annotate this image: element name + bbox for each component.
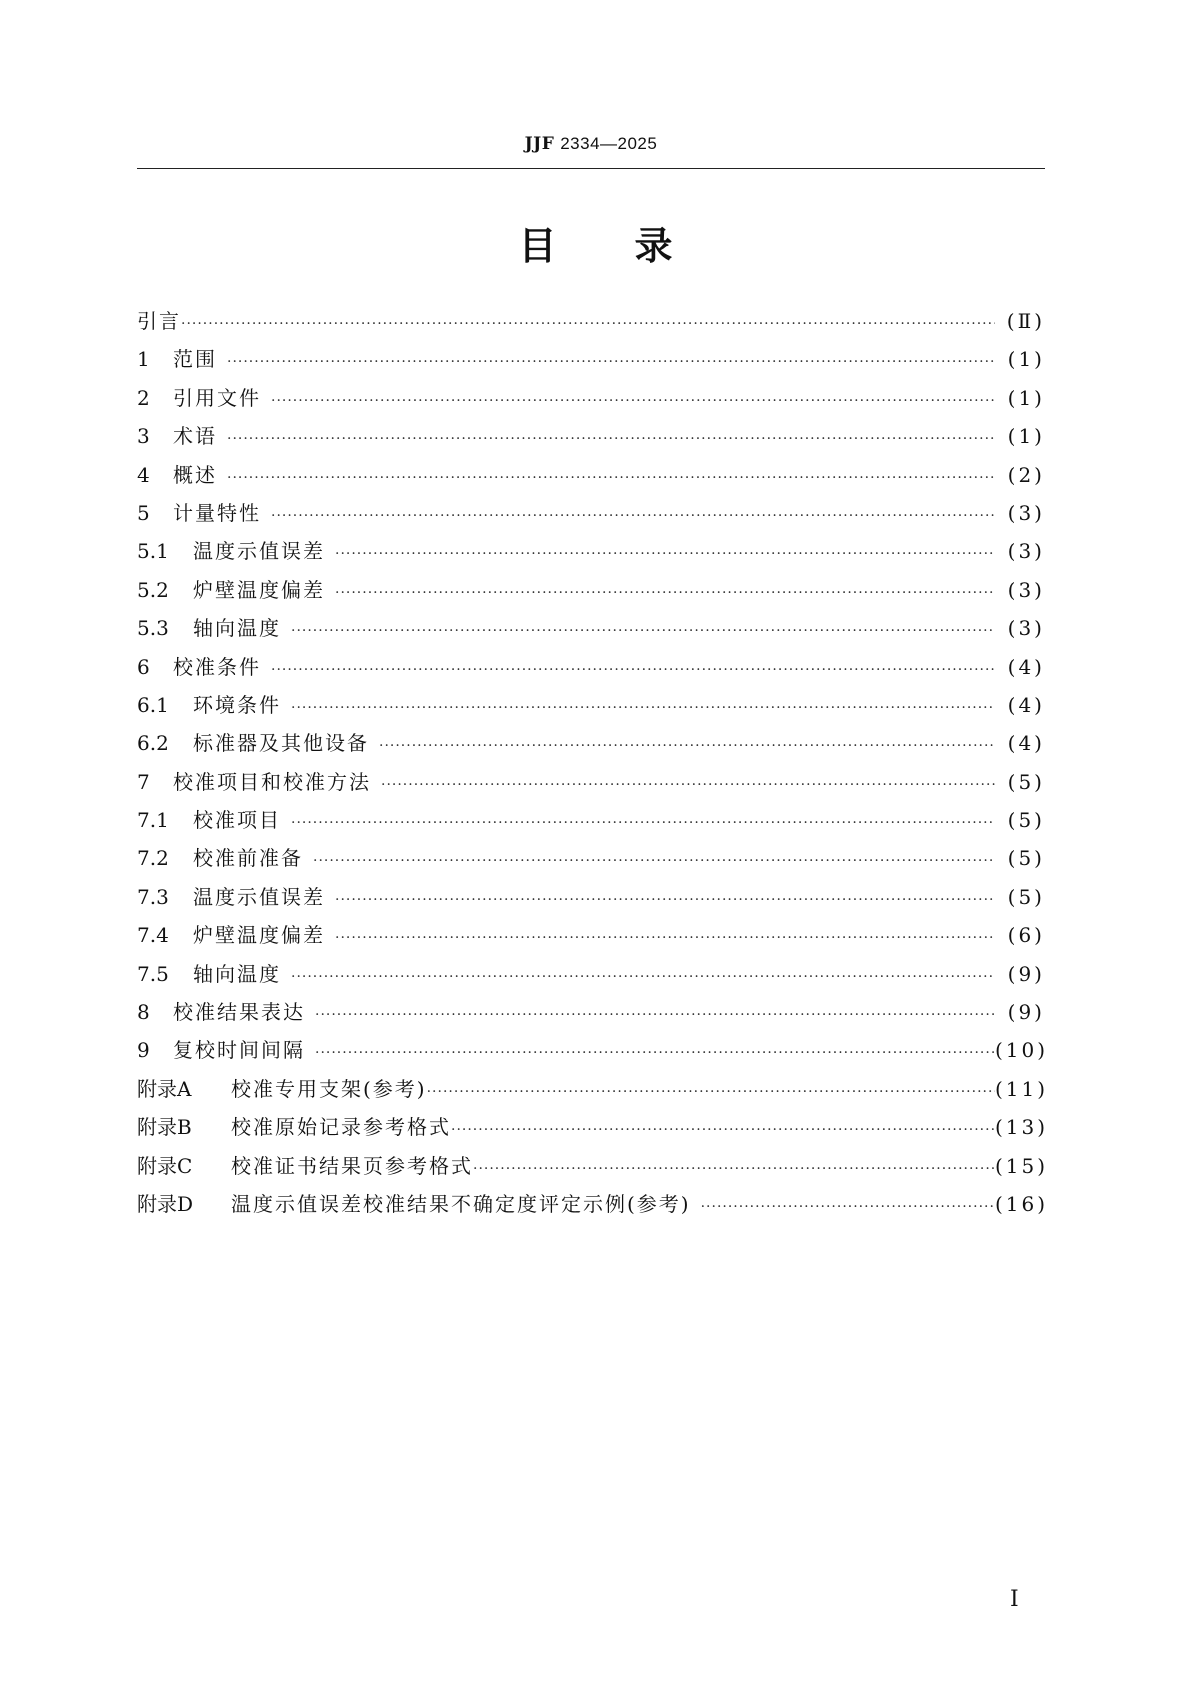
toc-entry-page: (2) xyxy=(1007,462,1045,487)
toc-leader xyxy=(315,996,995,1034)
toc-leader xyxy=(335,881,995,919)
toc-entry-number: 6 xyxy=(137,654,150,679)
toc-entry-6-2[interactable] xyxy=(137,724,1045,762)
toc-leader xyxy=(291,958,995,996)
toc-entry-page: (3) xyxy=(1007,500,1045,525)
toc-entry-7-3[interactable] xyxy=(137,878,1045,916)
toc-leader xyxy=(379,727,995,765)
toc-entry-4[interactable] xyxy=(137,456,1045,494)
toc-leader xyxy=(291,612,995,650)
toc-entry-number: 3 xyxy=(137,424,150,449)
toc-leader xyxy=(313,842,995,880)
toc-leader xyxy=(427,1073,995,1111)
toc-entry-label: 炉壁温度偏差 xyxy=(193,923,325,948)
toc-entry-label: 引用文件 xyxy=(173,385,261,410)
toc-leader xyxy=(227,459,995,497)
toc-entry-number: 5.2 xyxy=(137,577,169,602)
toc-entry-number: 附录D xyxy=(137,1191,194,1216)
header-rule xyxy=(137,168,1045,169)
standard-prefix: JJF xyxy=(524,134,555,154)
toc-entry-page: (3) xyxy=(1007,616,1045,641)
toc-entry-number: 8 xyxy=(137,1000,150,1025)
toc-entry-page: (5) xyxy=(1007,769,1045,794)
toc-entry-label: 轴向温度 xyxy=(193,616,281,641)
toc-entry-label: 复校时间间隔 xyxy=(173,1038,305,1063)
toc-entry-label: 校准证书结果页参考格式 xyxy=(231,1153,473,1178)
toc-entry-page: (6) xyxy=(1007,923,1045,948)
toc-entry-7[interactable] xyxy=(137,763,1045,801)
toc-entry-9[interactable] xyxy=(137,1031,1049,1069)
toc-title: 目录 xyxy=(518,224,751,268)
running-header xyxy=(137,134,1045,154)
toc-entry-page: (1) xyxy=(1007,385,1045,410)
page-folio: I xyxy=(1010,1587,1019,1612)
toc-entry-appendix-d[interactable] xyxy=(137,1185,1049,1223)
toc-entry-number: 附录A xyxy=(137,1076,192,1101)
toc-leader xyxy=(227,343,995,381)
toc-leader xyxy=(271,382,995,420)
toc-entry-number: 5 xyxy=(137,500,150,525)
toc-entry-label: 校准原始记录参考格式 xyxy=(231,1115,451,1140)
toc-entry-5-3[interactable] xyxy=(137,609,1045,647)
toc-entry-7-4[interactable] xyxy=(137,916,1045,954)
toc-entry-label: 环境条件 xyxy=(193,692,281,717)
toc-entry-label: 术语 xyxy=(173,424,217,449)
toc-leader xyxy=(315,1034,995,1072)
toc-entry-page: (3) xyxy=(1007,539,1045,564)
toc-entry-page: (5) xyxy=(1007,808,1045,833)
toc-entry-number: 7.2 xyxy=(137,846,169,871)
toc-entry-number: 6.2 xyxy=(137,731,169,756)
toc-entry-label: 温度示值误差校准结果不确定度评定示例(参考) xyxy=(231,1191,691,1216)
toc-entry-page: (16) xyxy=(995,1191,1049,1216)
toc-entry-number: 7.4 xyxy=(137,923,169,948)
toc-entry-2[interactable] xyxy=(137,379,1045,417)
toc-entry-number: 7.1 xyxy=(137,808,169,833)
toc-entry-page: (3) xyxy=(1007,577,1045,602)
toc-entry-number: 2 xyxy=(137,385,150,410)
toc-entry-page: (15) xyxy=(995,1153,1049,1178)
toc-entry-number: 6.1 xyxy=(137,692,169,717)
toc-entry-5-1[interactable] xyxy=(137,532,1045,570)
toc-entry-number: 7 xyxy=(137,769,150,794)
toc-leader xyxy=(335,535,995,573)
toc-leader xyxy=(181,305,995,343)
standard-number: 2334—2025 xyxy=(560,134,658,153)
toc-entry-label: 计量特性 xyxy=(173,500,261,525)
toc-entry-6[interactable] xyxy=(137,648,1045,686)
toc-entry-number: 5.1 xyxy=(137,539,169,564)
toc-entry-number: 1 xyxy=(137,347,150,372)
table-of-contents xyxy=(137,302,1049,1223)
toc-entry-number: 5.3 xyxy=(137,616,169,641)
toc-entry-page: (9) xyxy=(1007,1000,1045,1025)
toc-entry-6-1[interactable] xyxy=(137,686,1045,724)
toc-leader xyxy=(271,651,995,689)
toc-entry-1[interactable] xyxy=(137,340,1045,378)
toc-entry-appendix-b[interactable] xyxy=(137,1108,1049,1146)
toc-leader xyxy=(335,919,995,957)
toc-leader xyxy=(335,574,995,612)
toc-entry-page: (13) xyxy=(995,1115,1049,1140)
toc-entry-page: (4) xyxy=(1007,692,1045,717)
toc-entry-label: 校准项目和校准方法 xyxy=(173,769,371,794)
toc-entry-label: 校准项目 xyxy=(193,808,281,833)
toc-entry-3[interactable] xyxy=(137,417,1045,455)
toc-entry-page: (10) xyxy=(995,1038,1049,1063)
toc-entry-label: 校准条件 xyxy=(173,654,261,679)
toc-entry-page: (5) xyxy=(1007,884,1045,909)
toc-leader xyxy=(291,804,995,842)
toc-leader xyxy=(381,766,995,804)
toc-entry-appendix-a[interactable] xyxy=(137,1070,1049,1108)
toc-entry-number: 7.5 xyxy=(137,961,169,986)
toc-entry-5[interactable] xyxy=(137,494,1045,532)
toc-leader xyxy=(473,1150,995,1188)
toc-entry-label: 温度示值误差 xyxy=(193,884,325,909)
toc-entry-number: 4 xyxy=(137,462,150,487)
toc-leader xyxy=(701,1188,995,1226)
toc-entry-label: 标准器及其他设备 xyxy=(193,731,369,756)
toc-leader xyxy=(227,420,995,458)
toc-entry-number: 9 xyxy=(137,1038,150,1063)
toc-entry-8[interactable] xyxy=(137,993,1045,1031)
toc-entry-7-5[interactable] xyxy=(137,955,1045,993)
toc-leader xyxy=(291,689,995,727)
toc-entry-page: (11) xyxy=(995,1076,1049,1101)
toc-entry-7-1[interactable] xyxy=(137,801,1045,839)
toc-entry-label: 校准专用支架(参考) xyxy=(231,1076,427,1101)
toc-entry-page: (5) xyxy=(1007,846,1045,871)
toc-entry-page: (Ⅱ) xyxy=(1006,309,1045,333)
toc-entry-label: 轴向温度 xyxy=(193,961,281,986)
toc-entry-number: 7.3 xyxy=(137,884,169,909)
toc-entry-label: 温度示值误差 xyxy=(193,539,325,564)
toc-entry-5-2[interactable] xyxy=(137,571,1045,609)
toc-entry-foreword[interactable] xyxy=(137,302,1045,340)
toc-entry-page: (1) xyxy=(1007,347,1045,372)
toc-entry-label: 范围 xyxy=(173,347,217,372)
toc-entry-page: (4) xyxy=(1007,654,1045,679)
toc-entry-number: 附录C xyxy=(137,1153,193,1178)
toc-entry-label: 引言 xyxy=(137,309,181,333)
toc-entry-number: 附录B xyxy=(137,1115,192,1140)
toc-entry-page: (4) xyxy=(1007,731,1045,756)
toc-entry-appendix-c[interactable] xyxy=(137,1147,1049,1185)
toc-leader xyxy=(271,497,995,535)
toc-entry-page: (1) xyxy=(1007,424,1045,449)
toc-leader xyxy=(451,1111,995,1149)
toc-entry-label: 校准前准备 xyxy=(193,846,303,871)
toc-entry-label: 炉壁温度偏差 xyxy=(193,577,325,602)
toc-entry-label: 校准结果表达 xyxy=(173,1000,305,1025)
toc-entry-7-2[interactable] xyxy=(137,839,1045,877)
toc-entry-label: 概述 xyxy=(173,462,217,487)
toc-entry-page: (9) xyxy=(1007,961,1045,986)
